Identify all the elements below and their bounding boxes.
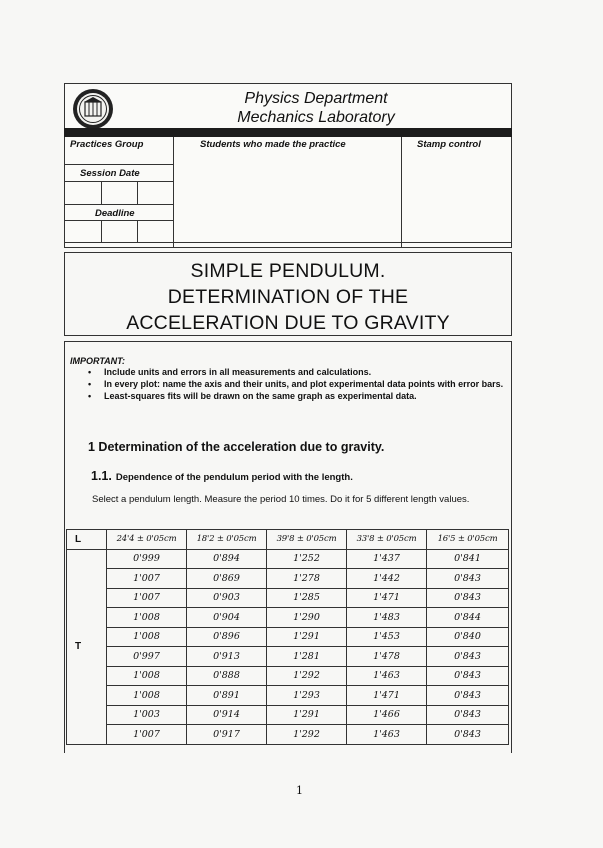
important-label: IMPORTANT: (70, 356, 125, 366)
table-row (67, 647, 509, 667)
instruction-text: Select a pendulum length. Measure the period 10 times. Do it for 5 different length values. (92, 494, 470, 505)
stamp-control-label: Stamp control (417, 139, 481, 150)
period-value: 1'437 (347, 549, 427, 569)
measurement-table (66, 529, 509, 745)
length-value: 16'5 ± 0'05cm (427, 530, 509, 550)
table-header-row (67, 530, 509, 550)
subsection-title: Dependence of the pendulum period with the length. (115, 472, 353, 483)
period-value: 0'917 (187, 725, 267, 745)
period-value: 0'904 (187, 608, 267, 628)
table-row (67, 549, 509, 569)
period-value: 0'913 (187, 647, 267, 667)
period-value: 0'894 (187, 549, 267, 569)
period-value: 1'008 (107, 666, 187, 686)
period-value: 0'891 (187, 686, 267, 706)
page-number: 1 (296, 784, 303, 797)
period-value: 1'008 (107, 608, 187, 628)
list-item: • In every plot: name the axis and their units, and plot experimental data points with error bars. (88, 379, 508, 390)
period-value: 0'843 (427, 705, 509, 725)
list-item: • Include units and errors in all measurements and calculations. (88, 367, 508, 378)
session-date-label: Session Date (80, 168, 140, 179)
period-value: 0'914 (187, 705, 267, 725)
period-value: 1'007 (107, 569, 187, 589)
period-value: 1'471 (347, 588, 427, 608)
table-row (67, 666, 509, 686)
list-item: • Least-squares fits will be drawn on the same graph as experimental data. (88, 391, 508, 402)
table-row (67, 588, 509, 608)
period-value: 1'008 (107, 686, 187, 706)
date-cell-divider (101, 181, 102, 204)
period-value: 1'463 (347, 725, 427, 745)
period-value: 0'843 (427, 569, 509, 589)
period-value: 0'843 (427, 725, 509, 745)
period-value: 1'007 (107, 725, 187, 745)
period-value: 1'290 (267, 608, 347, 628)
period-label: T (67, 549, 107, 744)
length-value: 18'2 ± 0'05cm (187, 530, 267, 550)
period-value: 0'888 (187, 666, 267, 686)
period-value: 0'840 (427, 627, 509, 647)
period-value: 1'478 (347, 647, 427, 667)
department-heading (196, 89, 436, 127)
period-value: 1'285 (267, 588, 347, 608)
period-value: 1'291 (267, 705, 347, 725)
header-divider (64, 242, 512, 243)
period-value: 0'903 (187, 588, 267, 608)
university-seal-icon (72, 88, 114, 130)
period-value: 0'843 (427, 647, 509, 667)
students-label: Students who made the practice (200, 139, 346, 150)
header-divider (64, 220, 174, 221)
table-row (67, 686, 509, 706)
header-divider (64, 181, 174, 182)
table-row (67, 569, 509, 589)
section-heading: 1 Determination of the acceleration due to gravity. (88, 440, 385, 454)
header-divider (401, 137, 402, 248)
period-value: 0'843 (427, 666, 509, 686)
table-row (67, 608, 509, 628)
table-row (67, 627, 509, 647)
table-row (67, 705, 509, 725)
date-cell-divider (137, 181, 138, 204)
period-value: 0'999 (107, 549, 187, 569)
period-value: 1'003 (107, 705, 187, 725)
period-value: 1'008 (107, 627, 187, 647)
practices-group-label: Practices Group (70, 139, 144, 150)
header-band (64, 128, 512, 137)
header-divider (64, 204, 174, 205)
subsection-number: 1.1. (91, 469, 112, 483)
period-value: 1'453 (347, 627, 427, 647)
title-line: DETERMINATION OF THE (167, 286, 409, 308)
period-value: 0'841 (427, 549, 509, 569)
deadline-cell-divider (101, 220, 102, 242)
period-value: 0'869 (187, 569, 267, 589)
period-value: 1'292 (267, 725, 347, 745)
important-list (88, 367, 508, 402)
length-value: 24'4 ± 0'05cm (107, 530, 187, 550)
length-value: 33'8 ± 0'05cm (347, 530, 427, 550)
header-divider (173, 137, 174, 248)
table-row (67, 725, 509, 745)
length-value: 39'8 ± 0'05cm (267, 530, 347, 550)
subsection-heading (91, 469, 353, 483)
period-value: 1'442 (347, 569, 427, 589)
deadline-label: Deadline (95, 208, 135, 219)
laboratory-name: Mechanics Laboratory (237, 109, 395, 126)
period-value: 1'293 (267, 686, 347, 706)
period-value: 1'278 (267, 569, 347, 589)
period-value: 1'291 (267, 627, 347, 647)
period-value: 0'997 (107, 647, 187, 667)
period-value: 0'896 (187, 627, 267, 647)
period-value: 0'844 (427, 608, 509, 628)
period-value: 1'281 (267, 647, 347, 667)
period-value: 1'007 (107, 588, 187, 608)
period-value: 1'252 (267, 549, 347, 569)
period-value: 1'471 (347, 686, 427, 706)
department-name: Physics Department (244, 90, 388, 107)
header-divider (64, 164, 174, 165)
title-line: ACCELERATION DUE TO GRAVITY (126, 312, 450, 334)
title-line: SIMPLE PENDULUM. (190, 260, 386, 282)
period-value: 1'483 (347, 608, 427, 628)
period-value: 0'843 (427, 588, 509, 608)
period-value: 1'463 (347, 666, 427, 686)
practice-title (64, 258, 512, 336)
period-value: 1'292 (267, 666, 347, 686)
deadline-cell-divider (137, 220, 138, 242)
period-value: 1'466 (347, 705, 427, 725)
length-label: L (67, 530, 107, 550)
period-value: 0'843 (427, 686, 509, 706)
